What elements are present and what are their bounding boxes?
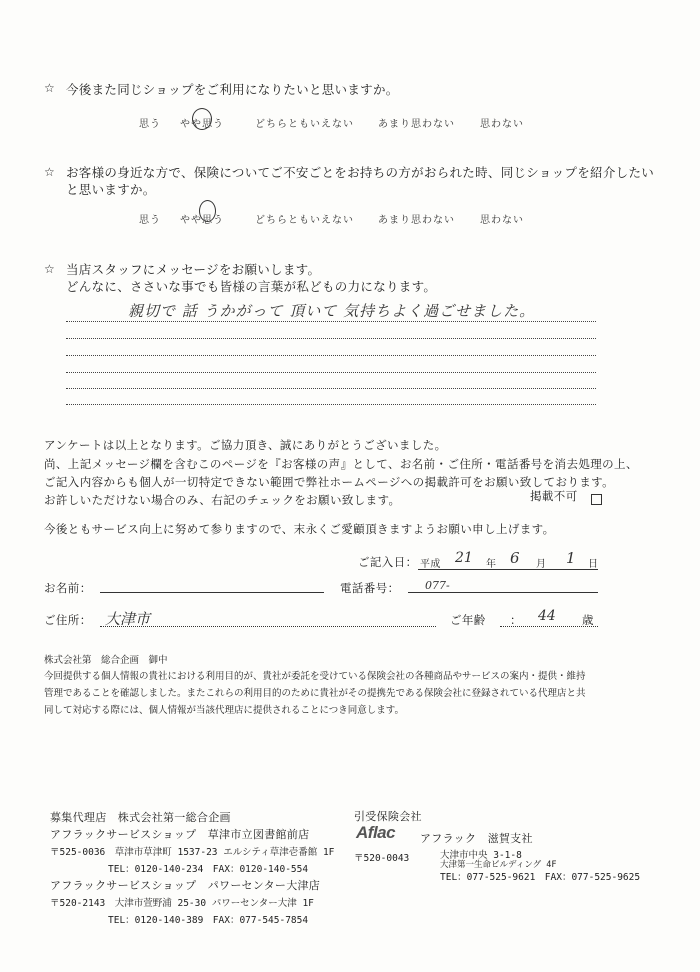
privacy-line-1: 今回提供する個人情報の貴社における利用目的が、貴社が委託を受けている保険会社の各種商品やサービスの案内・提供・維持 [44,671,586,682]
star-icon: ☆ [44,262,55,276]
name-label: お名前： [44,581,92,595]
question-1-text: 今後また同じショップをご利用になりたいと思いますか。 [66,82,399,97]
privacy-line-2: 管理であることを確認しました。またこれらの利用目的のために貴社がその提携先である保険会社に登録されている代理店と共 [44,688,586,699]
address-label: ご住所： [44,613,92,627]
phone-value[interactable]: 077- [425,579,450,592]
closing-line-2: 尚、上記メッセージ欄を含むこのページを『お客様の声』として、お名前・ご住所・電話番号を消去処理の上、 [44,457,638,471]
message-line [66,355,596,356]
age-label: ご年齢 [450,613,486,627]
question-3-text-line2: どんなに、ささいな事でも皆様の言葉が私どもの力になります。 [66,279,437,294]
option-neutral[interactable]: どちらともいえない [255,119,354,130]
option-somewhat-agree[interactable]: やや思う [180,119,224,130]
option-neutral[interactable]: どちらともいえない [255,215,354,226]
age-colon: ： [510,613,522,627]
option-agree[interactable]: 思う [139,215,161,226]
option-somewhat-agree[interactable]: やや思う [180,215,224,226]
insurer-address-2: 大津第一生命ビルディング 4F [440,860,557,870]
insurer-heading: 引受保険会社 [354,810,422,823]
age-underline [500,626,598,627]
name-field[interactable] [100,592,324,593]
option-somewhat-disagree[interactable]: あまり思わない [378,215,455,226]
address-underline [100,626,436,627]
month-value[interactable]: 6 [510,549,520,567]
insurer-zip: 〒520-0043 [354,853,410,864]
date-label: ご記入日： [358,555,418,569]
aflac-logo: Aflac [356,823,396,842]
closing-line-4: お許しいただけない場合のみ、右記のチェックをお願い致します。 [44,493,401,507]
question-2-text-line1: お客様の身近な方で、保険についてご不安ごとをお持ちの方がおられた時、同じショップを紹介したい [66,165,655,180]
agency-heading: 募集代理店 株式会社第一総合企画 [50,811,231,824]
date-underline [418,569,598,570]
message-line [66,388,596,389]
month-unit: 月 [536,559,547,570]
shop-1-name: アフラックサービスショップ 草津市立図書館前店 [50,828,310,841]
selection-circle-mark [192,108,212,130]
address-value[interactable]: 大津市 [105,610,151,628]
opt-out-checkbox[interactable] [591,489,602,508]
message-line [66,404,596,405]
closing-line-1: アンケートは以上となります。ご協力頂き、誠にありがとうございました。 [44,438,447,452]
star-icon: ☆ [44,81,55,95]
selection-circle-mark [199,200,216,222]
message-line [66,321,596,322]
option-somewhat-disagree[interactable]: あまり思わない [378,119,455,130]
era-label: 平成 [420,559,441,570]
privacy-addressee: 株式会社第 総合企画 御中 [44,655,168,666]
question-3-text-line1: 当店スタッフにメッセージをお願いします。 [66,262,321,277]
message-line [66,372,596,373]
day-value[interactable]: 1 [566,549,576,567]
option-disagree[interactable]: 思わない [480,215,524,226]
privacy-line-3: 同して対応する際には、個人情報が当該代理店に提供されることにつき同意します。 [44,705,405,716]
message-line [66,338,596,339]
year-value[interactable]: 21 [455,550,473,566]
day-unit: 日 [588,559,599,570]
shop-2-name: アフラックサービスショップ パワーセンター大津店 [50,879,321,892]
closing-line-3: ご記入内容からも個人が一切特定できない範囲で弊社ホームページへの掲載許可をお願い致しております。 [44,475,615,489]
year-unit: 年 [486,559,497,570]
insurer-tel: TEL：077-525-9621 FAX：077-525-9625 [440,872,641,883]
insurer-name: アフラック 滋賀支社 [420,832,533,845]
star-icon: ☆ [44,165,55,179]
shop-1-address: 〒525-0036 草津市草津町 1537-23 エルシティ草津壱番館 1F [50,847,335,858]
closing-line-5: 今後ともサービス向上に努めて参りますので、末永くご愛顧頂きますようお願い申し上げます。 [44,522,555,536]
shop-2-tel: TEL：0120-140-389 FAX：077-545-7854 [108,915,309,926]
handwritten-message: 親切で 話 うかがって 頂いて 気持ちよく過ごせました。 [128,302,536,320]
shop-1-tel: TEL：0120-140-234 FAX：0120-140-554 [108,864,309,875]
opt-out-label: 掲載不可 [530,489,578,503]
phone-underline [408,592,598,593]
insurer-address-1: 大津市中央 3-1-8 [440,850,522,861]
age-unit: 歳 [582,613,594,627]
option-agree[interactable]: 思う [139,119,161,130]
option-disagree[interactable]: 思わない [480,119,524,130]
phone-label: 電話番号： [340,581,400,595]
shop-2-address: 〒520-2143 大津市萱野浦 25-30 パワーセンター大津 1F [50,898,314,909]
question-2-text-line2: と思いますか。 [66,182,156,197]
age-value[interactable]: 44 [538,608,556,624]
